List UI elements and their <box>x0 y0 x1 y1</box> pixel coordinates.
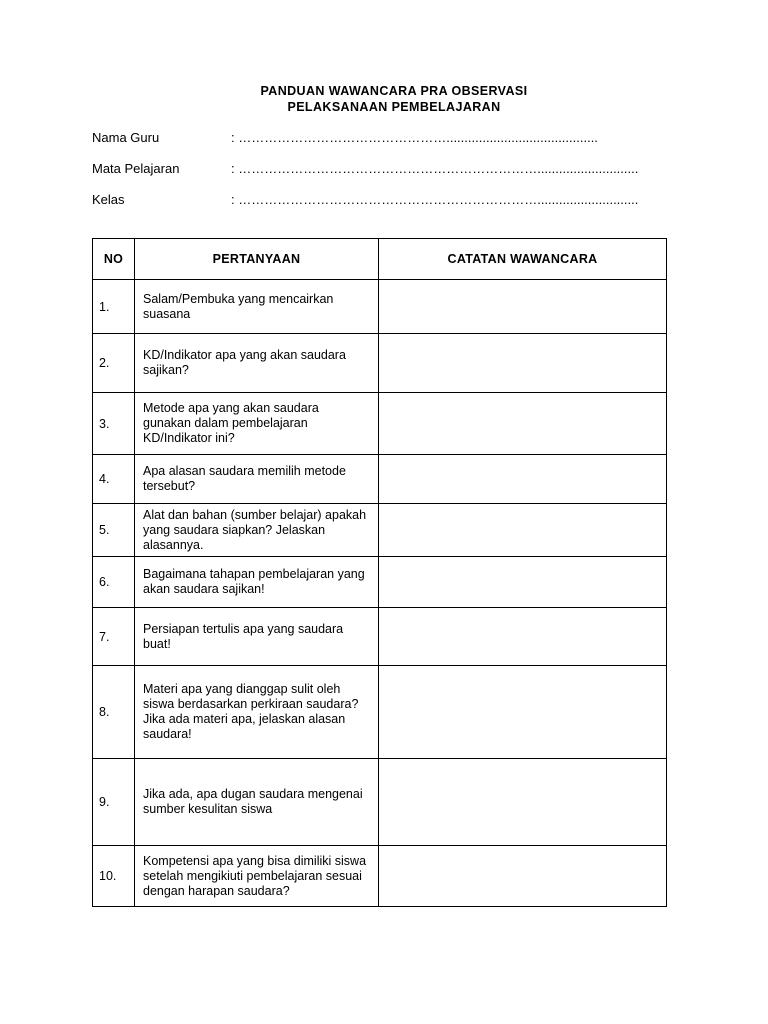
document-title: PANDUAN WAWANCARA PRA OBSERVASI <box>260 84 528 98</box>
field-fill-line: : ……………………………………………………………............................ <box>231 192 639 207</box>
table-row <box>93 608 667 666</box>
row-number: 3. <box>93 393 135 455</box>
field-nama-guru <box>92 130 598 145</box>
column-header-pertanyaan: PERTANYAAN <box>135 239 379 280</box>
table-row <box>93 393 667 455</box>
row-note-cell[interactable] <box>379 504 667 557</box>
row-number: 2. <box>93 334 135 393</box>
row-note-cell[interactable] <box>379 666 667 759</box>
table-row <box>93 557 667 608</box>
row-note-cell[interactable] <box>379 608 667 666</box>
row-number: 9. <box>93 759 135 846</box>
row-number: 6. <box>93 557 135 608</box>
table-header-row <box>93 239 667 280</box>
row-number: 7. <box>93 608 135 666</box>
row-number: 1. <box>93 280 135 334</box>
row-question: Materi apa yang dianggap sulit oleh siswa berdasarkan perkiraan saudara? Jika ada materi apa, jelaskan alasan saudara! <box>135 666 379 759</box>
row-question: Alat dan bahan (sumber belajar) apakah yang saudara siapkan? Jelaskan alasannya. <box>135 504 379 557</box>
table-row <box>93 504 667 557</box>
row-note-cell[interactable] <box>379 280 667 334</box>
field-label: Mata Pelajaran <box>92 161 180 176</box>
table-row <box>93 666 667 759</box>
field-label: Nama Guru <box>92 130 160 145</box>
row-note-cell[interactable] <box>379 455 667 504</box>
field-fill-line: : ………………………………………….......................................... <box>231 130 598 145</box>
row-number: 5. <box>93 504 135 557</box>
row-question: Jika ada, apa dugan saudara mengenai sumber kesulitan siswa <box>135 759 379 846</box>
row-question: Bagaimana tahapan pembelajaran yang akan saudara sajikan! <box>135 557 379 608</box>
table-row <box>93 334 667 393</box>
column-header-no: NO <box>93 239 135 280</box>
table-row <box>93 759 667 846</box>
row-note-cell[interactable] <box>379 334 667 393</box>
row-number: 4. <box>93 455 135 504</box>
column-header-catatan: CATATAN WAWANCARA <box>379 239 667 280</box>
table-row <box>93 455 667 504</box>
field-fill-line: : ……………………………………………………………............................ <box>231 161 639 176</box>
row-note-cell[interactable] <box>379 557 667 608</box>
field-label: Kelas <box>92 192 125 207</box>
interview-table <box>92 238 667 907</box>
document-subtitle: PELAKSANAAN PEMBELAJARAN <box>287 100 501 114</box>
row-question: Metode apa yang akan saudara gunakan dalam pembelajaran KD/Indikator ini? <box>135 393 379 455</box>
table-row <box>93 846 667 907</box>
row-question: Apa alasan saudara memilih metode tersebut? <box>135 455 379 504</box>
row-number: 10. <box>93 846 135 907</box>
table-row <box>93 280 667 334</box>
row-question: KD/Indikator apa yang akan saudara sajikan? <box>135 334 379 393</box>
row-number: 8. <box>93 666 135 759</box>
row-note-cell[interactable] <box>379 393 667 455</box>
row-note-cell[interactable] <box>379 759 667 846</box>
row-question: Persiapan tertulis apa yang saudara buat! <box>135 608 379 666</box>
row-note-cell[interactable] <box>379 846 667 907</box>
row-question: Salam/Pembuka yang mencairkan suasana <box>135 280 379 334</box>
field-kelas <box>92 192 638 207</box>
field-mata-pelajaran <box>92 161 638 176</box>
row-question: Kompetensi apa yang bisa dimiliki siswa setelah mengikiuti pembelajaran sesuai dengan harapan saudara? <box>135 846 379 907</box>
